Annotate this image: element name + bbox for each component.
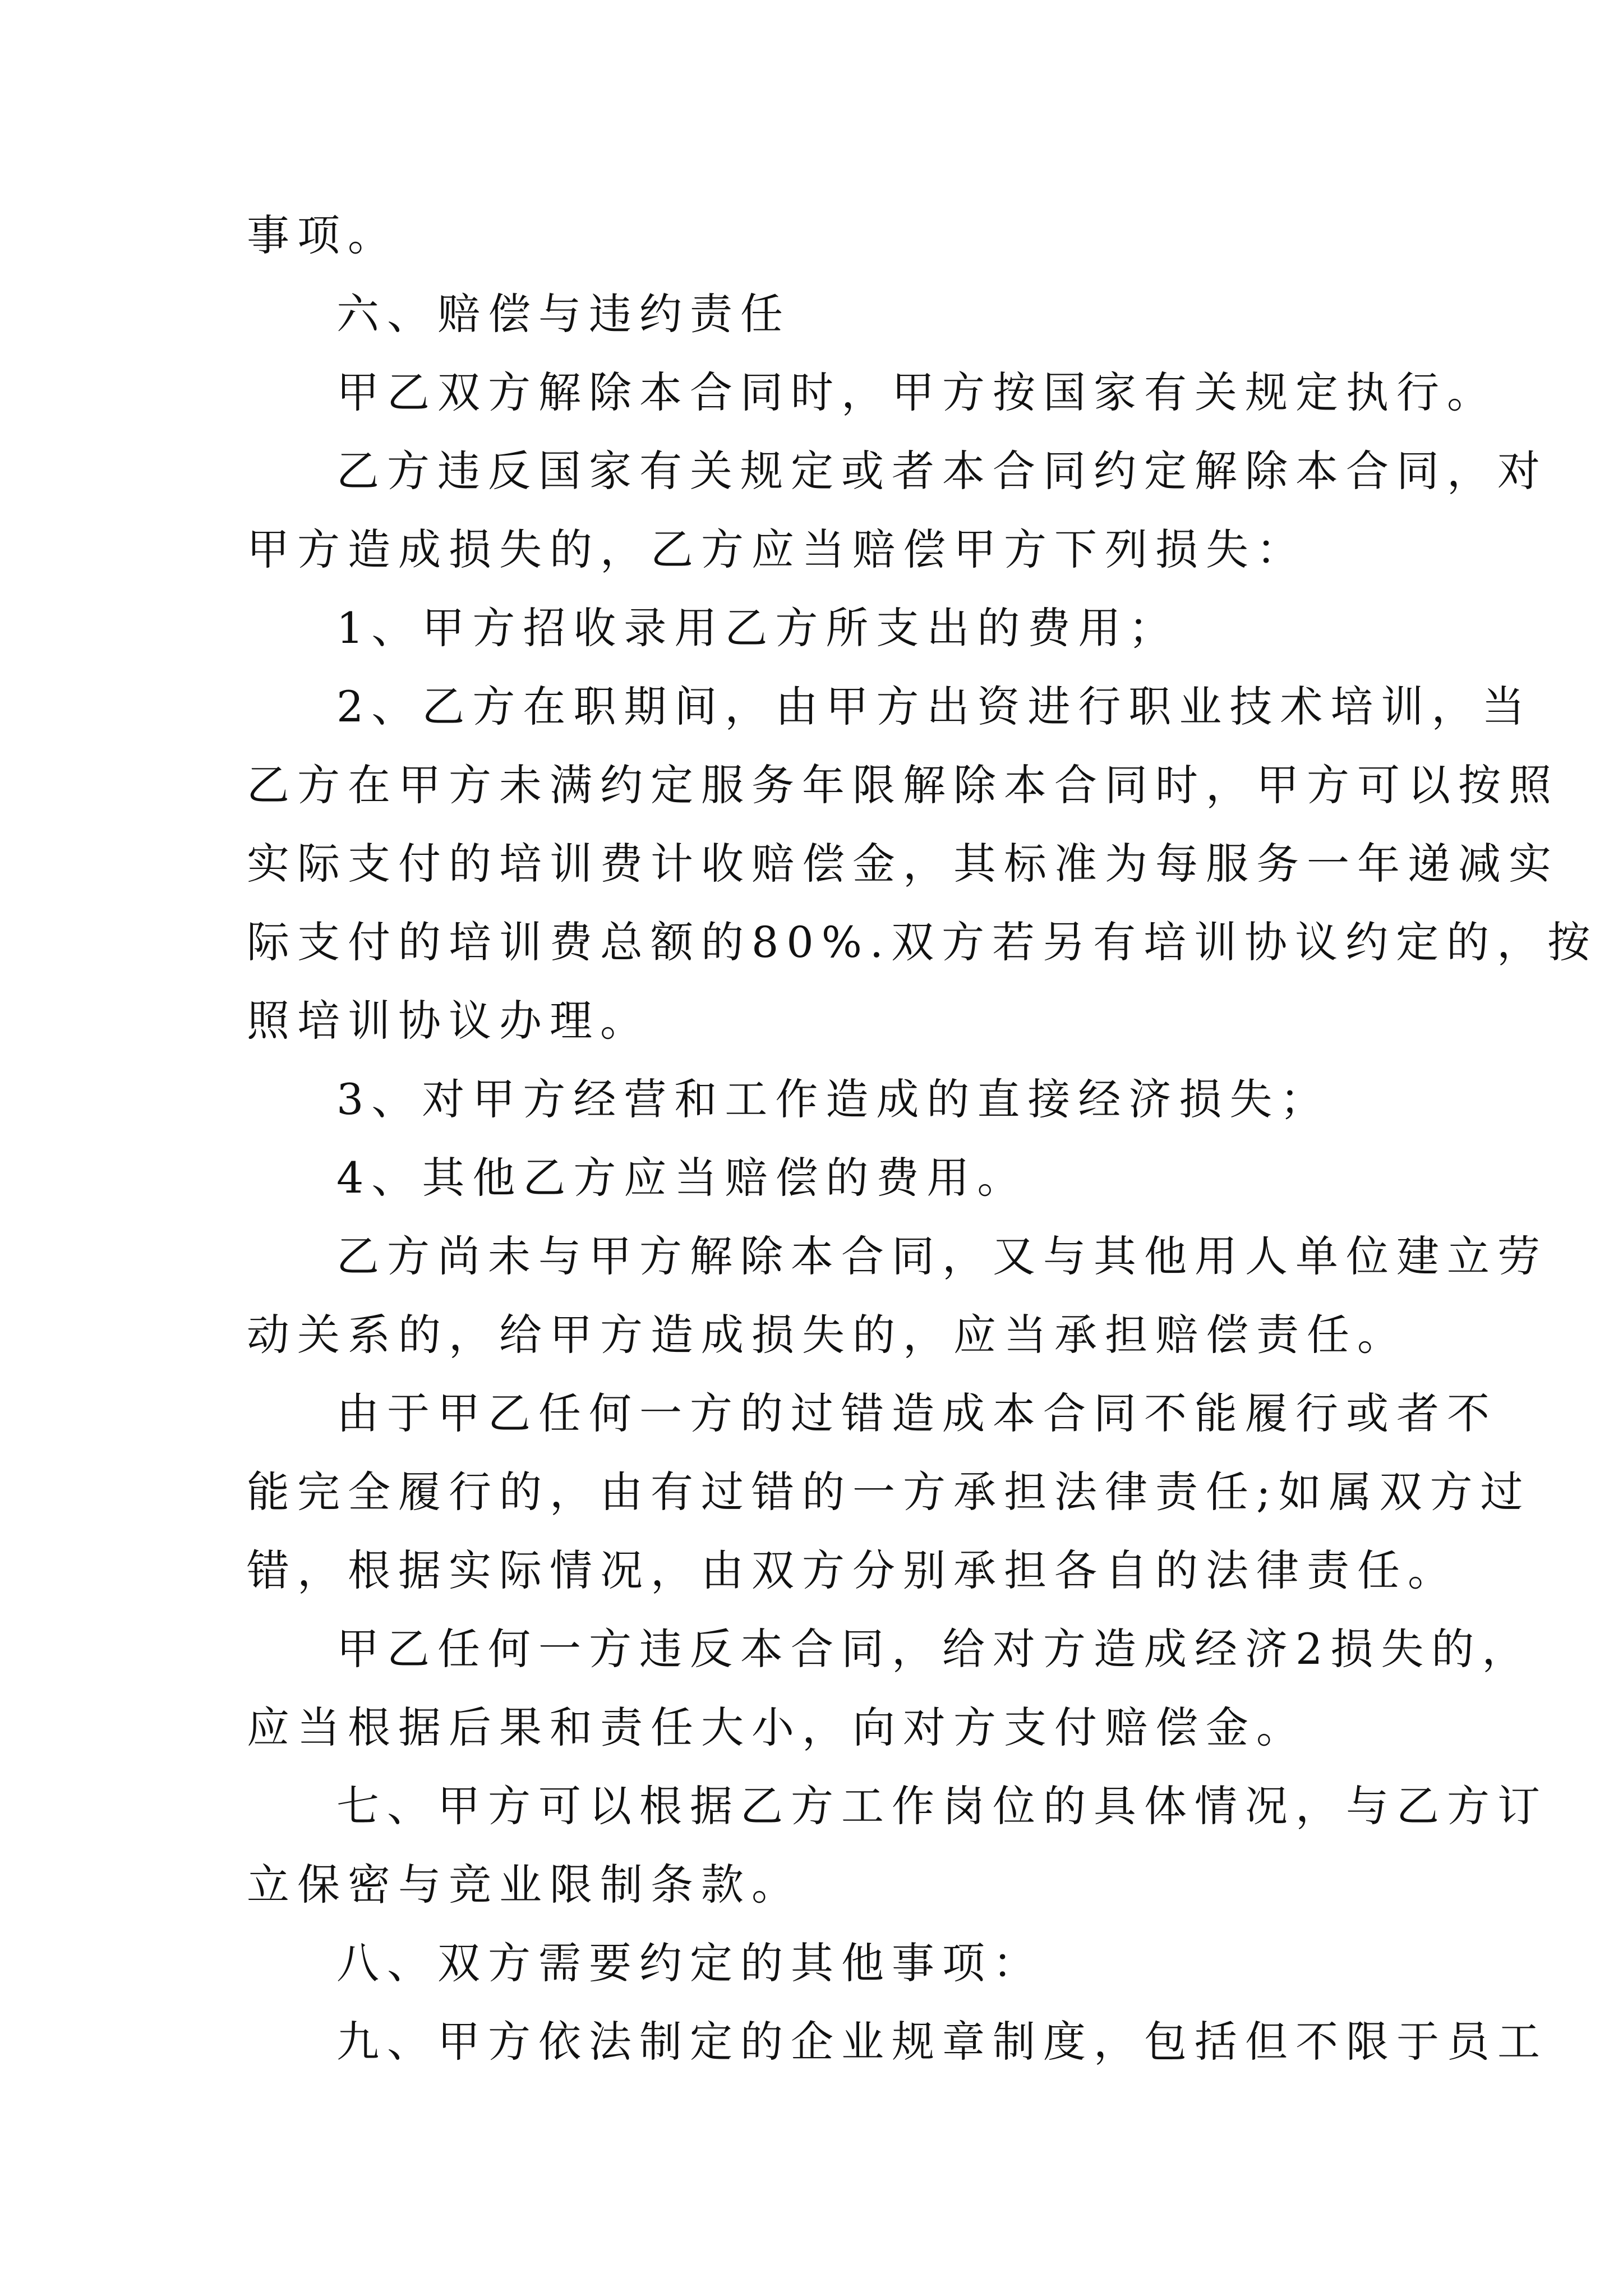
- text-line-14: 乙方尚未与甲方解除本合同，又与其他用人单位建立劳: [336, 1231, 1548, 1281]
- text-line-4: 乙方违反国家有关规定或者本合同约定解除本合同，对: [336, 446, 1548, 496]
- text-line-16: 由于甲乙任何一方的过错造成本合同不能履行或者不: [336, 1388, 1497, 1438]
- text-line-18: 错，根据实际情况，由双方分别承担各自的法律责任。: [247, 1545, 1458, 1595]
- text-line-19: 甲乙任何一方违反本合同，给对方造成经济2损失的，: [336, 1624, 1533, 1674]
- text-line-22: 立保密与竞业限制条款。: [247, 1860, 802, 1910]
- text-line-8: 乙方在甲方未满约定服务年限解除本合同时，甲方可以按照: [247, 760, 1559, 810]
- text-line-10: 际支付的培训费总额的80%.双方若另有培训协议约定的，按: [247, 917, 1598, 967]
- text-line-5: 甲方造成损失的，乙方应当赔偿甲方下列损失：: [247, 524, 1307, 574]
- section-heading-8: 八、双方需要约定的其他事项：: [336, 1938, 1043, 1988]
- section-heading-6: 六、赔偿与违约责任: [336, 289, 791, 339]
- section-heading-9: 九、甲方依法制定的企业规章制度，包括但不限于员工: [336, 2017, 1548, 2067]
- text-line-20: 应当根据后果和责任大小，向对方支付赔偿金。: [247, 1703, 1307, 1752]
- text-line-1: 事项。: [247, 210, 398, 260]
- list-item-1: 1、甲方招收录用乙方所支出的费用；: [336, 603, 1179, 653]
- text-line-9: 实际支付的培训费计收赔偿金，其标准为每服务一年递减实: [247, 839, 1559, 889]
- list-item-4: 4、其他乙方应当赔偿的费用。: [336, 1153, 1028, 1203]
- text-line-17: 能完全履行的，由有过错的一方承担法律责任;如属双方过: [247, 1467, 1531, 1517]
- text-line-11: 照培训协议办理。: [247, 996, 651, 1046]
- section-heading-7: 七、甲方可以根据乙方工作岗位的具体情况，与乙方订: [336, 1781, 1548, 1831]
- text-line-3: 甲乙双方解除本合同时，甲方按国家有关规定执行。: [336, 367, 1497, 417]
- list-item-3: 3、对甲方经营和工作造成的直接经济损失；: [336, 1074, 1331, 1124]
- text-line-15: 动关系的，给甲方造成损失的，应当承担赔偿责任。: [247, 1310, 1408, 1360]
- list-item-2: 2、乙方在职期间，由甲方出资进行职业技术培训，当: [336, 682, 1533, 731]
